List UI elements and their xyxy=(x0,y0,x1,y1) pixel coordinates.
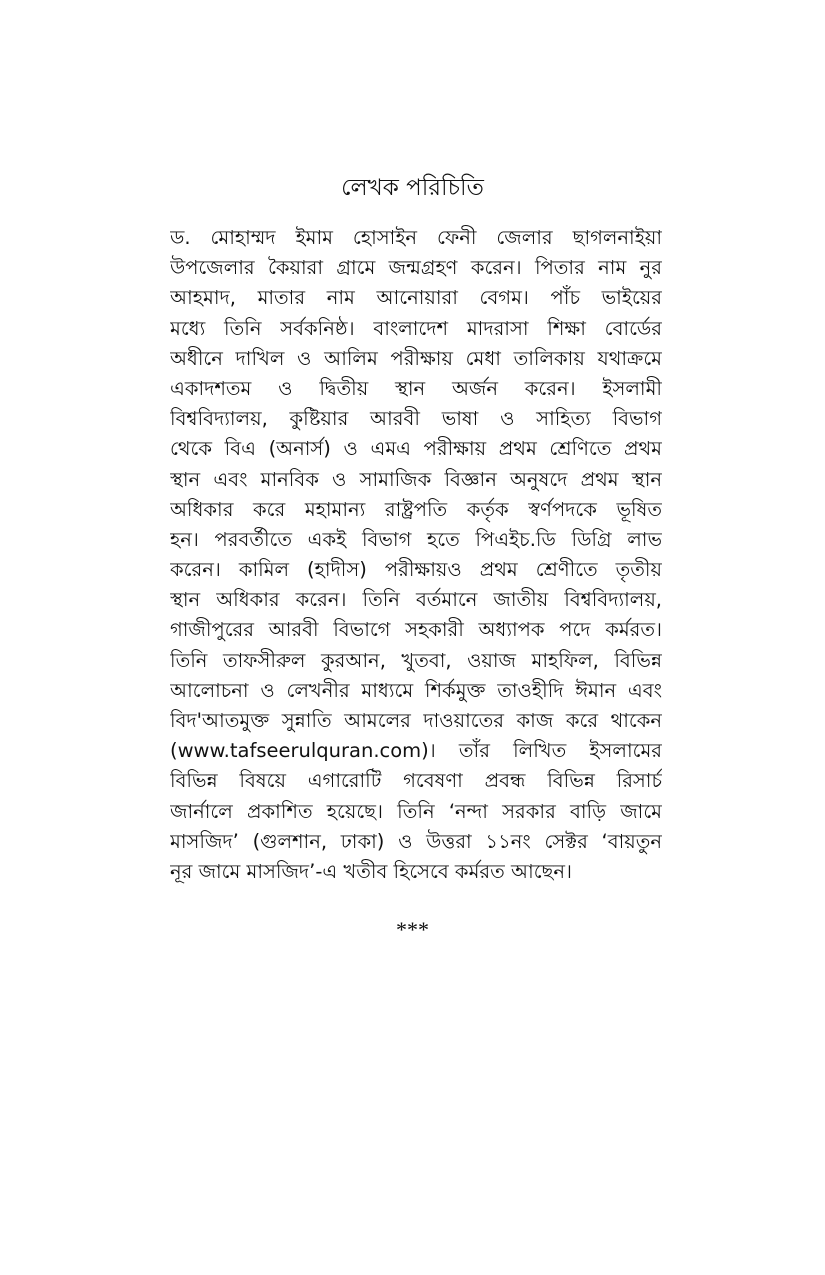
paragraph-line: বিশ্ববিদ্যালয়, কুষ্টিয়ার আরবী ভাষা ও সাহিত্য বিভাগ xyxy=(170,407,662,431)
paragraph-line: ড. মোহাম্মদ ইমাম হোসাইন ফেনী জেলার ছাগলনাইয়া xyxy=(170,226,662,249)
paragraph-line: আহমাদ, মাতার নাম আনোয়ারা বেগম। পাঁচ ভাইয়ের xyxy=(170,286,662,310)
paragraph-line: একাদশতম ও দ্বিতীয় স্থান অর্জন করেন। ইসলামী xyxy=(170,376,662,400)
paragraph-line: বিদ'আতমুক্ত সুন্নাতি আমলের দাওয়াতের কাজ করে থাকেন xyxy=(170,709,662,732)
paragraph-line: হন। পরবর্তীতে একই বিভাগ হতে পিএইচ.ডি ডিগ্রি লাভ xyxy=(170,527,662,551)
paragraph-line: মধ্যে তিনি সর্বকনিষ্ঠ। বাংলাদেশ মাদরাসা শিক্ষা বোর্ডের xyxy=(170,316,662,340)
paragraph-line: জার্নালে প্রকাশিত হয়েছে। তিনি ‘নন্দা সরকার বাড়ি জামে xyxy=(170,799,662,823)
paragraph-line: করেন। কামিল (হাদীস) পরীক্ষায়ও প্রথম শ্রেণীতে তৃতীয় xyxy=(170,558,662,582)
paragraph-line: উপজেলার কৈয়ারা গ্রামে জন্মগ্রহণ করেন। পিতার নাম নুর xyxy=(170,256,662,280)
paragraph-line: বিভিন্ন বিষয়ে এগারোটি গবেষণা প্রবন্ধ বিভিন্ন রিসার্চ xyxy=(170,769,662,793)
paragraph-line: তিনি তাফসীরুল কুরআন, খুতবা, ওয়াজ মাহফিল, বিভিন্ন xyxy=(170,648,662,672)
paragraph-line: অধীনে দাখিল ও আলিম পরীক্ষায় মেধা তালিকায় যথাক্রমে xyxy=(170,346,662,370)
paragraph-line: থেকে বিএ (অনার্স) ও এমএ পরীক্ষায় প্রথম শ্রেণিতে প্রথম xyxy=(170,437,662,461)
paragraph-line: (www.tafseerulquran.com)। তাঁর লিখিত ইসলামের xyxy=(170,739,662,763)
paragraph-line: নূর জামে মাসজিদ’-এ খতীব হিসেবে কর্মরত আছেন। xyxy=(170,859,572,883)
paragraph-line: স্থান অধিকার করেন। তিনি বর্তমানে জাতীয় বিশ্ববিদ্যালয়, xyxy=(170,588,662,612)
author-bio-paragraph xyxy=(170,223,662,887)
paragraph-line: মাসজিদ’ (গুলশান, ঢাকা) ও উত্তরা ১১নং সেক্টর ‘বায়তুন xyxy=(170,829,662,853)
paragraph-line: স্থান এবং মানবিক ও সামাজিক বিজ্ঞান অনুষদে প্রথম স্থান xyxy=(170,467,662,491)
section-separator: *** xyxy=(396,917,429,942)
paragraph-line: আলোচনা ও লেখনীর মাধ্যমে শির্কমুক্ত তাওহীদি ঈমান এবং xyxy=(170,678,662,702)
paragraph-line: গাজীপুরের আরবী বিভাগে সহকারী অধ্যাপক পদে কর্মরত। xyxy=(170,618,662,642)
paragraph-line: অধিকার করে মহামান্য রাষ্ট্রপতি কর্তৃক স্বর্ণপদকে ভূষিত xyxy=(170,497,662,521)
page-title: লেখক পরিচিতি xyxy=(341,175,484,201)
